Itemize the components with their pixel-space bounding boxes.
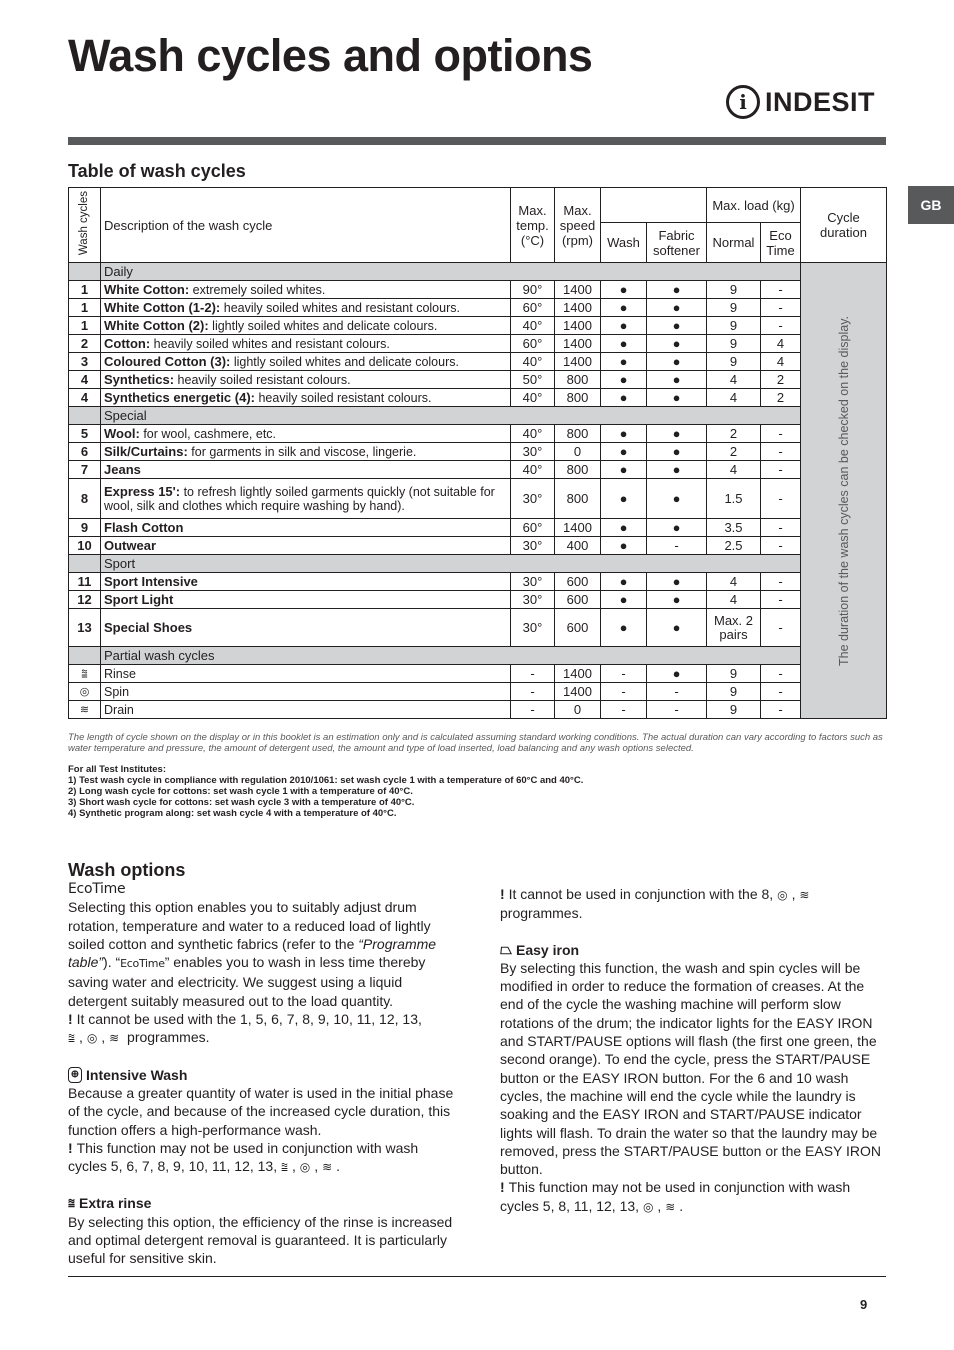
wash-value: ● (601, 537, 647, 555)
cycle-name: White Cotton: (104, 281, 190, 297)
table-row (69, 665, 887, 683)
detergents-header (601, 188, 707, 223)
wash-value: - (601, 701, 647, 719)
table-row (69, 609, 887, 647)
cycle-description (101, 537, 511, 555)
max-temp-value: 30° (511, 591, 555, 609)
cycle-detail: heavily soiled whites and resistant colours. (220, 300, 460, 315)
wash-value: ● (601, 281, 647, 299)
normal-load-value: 9 (707, 299, 761, 317)
cycle-name: White Cotton (1-2): (104, 299, 221, 315)
softener-value: ● (647, 479, 707, 519)
group-label: Partial wash cycles (101, 647, 801, 665)
cycle-number: 1 (69, 281, 101, 299)
cycle-name: Synthetics: (104, 371, 175, 387)
table-row (69, 537, 887, 555)
normal-load-header: Normal (707, 223, 761, 263)
eco-time-value: - (761, 519, 801, 537)
softener-value: - (647, 683, 707, 701)
wash-value: ● (601, 609, 647, 647)
eco-time-value: - (761, 701, 801, 719)
cycle-description (101, 353, 511, 371)
title-divider (68, 137, 886, 145)
max-speed-value: 1400 (555, 299, 601, 317)
eco-time-text: Selecting this option enables you to suitably adjust drum rotation, temperature and water to a reduced load of lightly soiled cotton and synthetic fabrics (refer to the “Programme table”). “EcoTime” enables you to wash in less time thereby saving water and electricity. We suggest using a liquid detergent suitably measured out to the load quantity. (68, 899, 437, 1009)
cycle-name: Express 15': (104, 483, 181, 499)
group-label: Daily (101, 263, 801, 281)
cycle-number: 4 (69, 389, 101, 407)
wash-value: ● (601, 389, 647, 407)
normal-load-value: 2 (707, 425, 761, 443)
cycle-description (101, 425, 511, 443)
max-temp-value: 60° (511, 299, 555, 317)
eco-time-value: - (761, 443, 801, 461)
cycle-description (101, 519, 511, 537)
max-temp-value: 40° (511, 389, 555, 407)
max-speed-value: 600 (555, 591, 601, 609)
cycle-description (101, 701, 511, 719)
cycle-description (101, 479, 511, 519)
table-row (69, 353, 887, 371)
softener-value: ● (647, 371, 707, 389)
cycle-name: Silk/Curtains: (104, 443, 188, 459)
normal-load-value: 2 (707, 443, 761, 461)
drain-icon: ≋ (799, 888, 810, 902)
table-row (69, 389, 887, 407)
extra-rinse-icon: ⩰ (68, 1196, 76, 1211)
max-speed-value: 0 (555, 443, 601, 461)
table-row (69, 591, 887, 609)
group-spacer (69, 647, 101, 665)
cycle-detail: for wool, cashmere, etc. (139, 426, 277, 441)
cycle-description (101, 389, 511, 407)
softener-value: ● (647, 281, 707, 299)
eco-time-value: 4 (761, 353, 801, 371)
table-title: Table of wash cycles (68, 161, 246, 181)
table-row (69, 519, 887, 537)
cycle-description (101, 371, 511, 389)
cycle-name: Flash Cotton (104, 519, 184, 535)
normal-load-value: Max. 2 pairs (707, 609, 761, 647)
drain-icon: ≋ (665, 1199, 676, 1214)
max-temp-value: 40° (511, 317, 555, 335)
wash-value: ● (601, 371, 647, 389)
max-speed-value: 800 (555, 425, 601, 443)
group-spacer (69, 407, 101, 425)
cycle-number: 5 (69, 425, 101, 443)
eco-time-value: 2 (761, 371, 801, 389)
normal-load-value: 4 (707, 591, 761, 609)
options-right-column (500, 885, 886, 1216)
max-temp-header: Max. temp. (°C) (511, 188, 555, 263)
wash-value: ● (601, 353, 647, 371)
max-temp-value: 30° (511, 443, 555, 461)
wash-value: ● (601, 519, 647, 537)
cycle-number: 12 (69, 591, 101, 609)
cycle-description (101, 683, 511, 701)
wash-cycles-table (68, 187, 887, 719)
max-speed-value: 800 (555, 389, 601, 407)
eco-time-value: - (761, 573, 801, 591)
softener-value: ● (647, 665, 707, 683)
wash-value: ● (601, 299, 647, 317)
normal-load-value: 1.5 (707, 479, 761, 519)
eco-time-value: - (761, 665, 801, 683)
softener-value: ● (647, 573, 707, 591)
easy-iron-heading: ⏢ Easy iron (500, 940, 580, 958)
max-speed-value: 1400 (555, 683, 601, 701)
intensive-wash-text: Because a greater quantity of water is used in the initial phase of the cycle, and because of the increased cycle duration, this function offers a high-performance wash. (68, 1084, 454, 1138)
cycle-number: 7 (69, 461, 101, 479)
cycle-detail: Rinse (104, 666, 136, 681)
cycle-description (101, 573, 511, 591)
eco-time-value: 2 (761, 389, 801, 407)
wash-value: - (601, 665, 647, 683)
normal-load-value: 4 (707, 461, 761, 479)
normal-load-value: 4 (707, 389, 761, 407)
table-row (69, 573, 887, 591)
indesit-logo (726, 85, 875, 119)
extra-rinse-heading: ⩰ Extra rinse (68, 1195, 152, 1212)
max-speed-value: 1400 (555, 335, 601, 353)
intensive-wash-heading: ⊕ Intensive Wash (68, 1066, 454, 1084)
max-temp-value: 40° (511, 461, 555, 479)
eco-time-value: - (761, 461, 801, 479)
softener-value: ● (647, 443, 707, 461)
spin-icon: ◎ (299, 1160, 311, 1175)
cycle-number: 2 (69, 335, 101, 353)
max-speed-header: Max. speed (rpm) (555, 188, 601, 263)
spin-icon: ◎ (642, 1199, 654, 1214)
cycle-number: 6 (69, 443, 101, 461)
normal-load-value: 2.5 (707, 537, 761, 555)
wash-value: ● (601, 479, 647, 519)
normal-load-value: 9 (707, 281, 761, 299)
brand-name: INDESIT (765, 86, 876, 117)
cycle-detail: Drain (104, 702, 134, 717)
group-row (69, 555, 887, 573)
cycle-description (101, 591, 511, 609)
iron-icon: ⏢ (500, 940, 513, 958)
institutes-line: 1) Test wash cycle in compliance with regulation 2010/1061: set wash cycle 1 with a temperature of 60°C and 40°C. (68, 775, 584, 786)
cycle-description (101, 665, 511, 683)
max-temp-value: - (511, 665, 555, 683)
max-temp-value: 30° (511, 609, 555, 647)
wash-cycles-header: Wash cycles (69, 188, 101, 263)
eco-time-value: 4 (761, 335, 801, 353)
softener-value: - (647, 701, 707, 719)
wash-value: ● (601, 317, 647, 335)
table-row (69, 281, 887, 299)
cycle-detail: heavily soiled whites and resistant colours. (150, 336, 390, 351)
max-temp-value: 30° (511, 573, 555, 591)
cycle-name: Outwear (104, 537, 157, 553)
table-row (69, 335, 887, 353)
page-title: Wash cycles and options (68, 30, 593, 81)
table-row (69, 425, 887, 443)
normal-load-value: 4 (707, 371, 761, 389)
table-row (69, 701, 887, 719)
table-row (69, 443, 887, 461)
max-speed-value: 800 (555, 479, 601, 519)
softener-value: ● (647, 461, 707, 479)
cycle-detail: extremely soiled whites. (189, 282, 326, 297)
drain-icon: ≋ (109, 1031, 120, 1046)
normal-load-value: 9 (707, 665, 761, 683)
logo-i-icon: i (726, 85, 760, 119)
wash-value: ● (601, 443, 647, 461)
eco-time-header: Eco Time (761, 223, 801, 263)
table-row (69, 461, 887, 479)
cycle-name: Wool: (104, 425, 140, 441)
eco-time-value: - (761, 683, 801, 701)
cycle-description (101, 609, 511, 647)
group-spacer (69, 555, 101, 573)
normal-load-value: 3.5 (707, 519, 761, 537)
cycle-detail: Spin (104, 684, 130, 699)
language-tab: GB (908, 186, 954, 224)
spin-icon: ◎ (777, 888, 788, 902)
wash-value: ● (601, 425, 647, 443)
cycle-name: Coloured Cotton (3): (104, 353, 231, 369)
cycle-description (101, 335, 511, 353)
wash-value: ● (601, 461, 647, 479)
normal-load-value: 9 (707, 353, 761, 371)
normal-load-value: 9 (707, 701, 761, 719)
spin-icon: ◎ (79, 685, 90, 698)
max-temp-value: 90° (511, 281, 555, 299)
cycle-name: Jeans (104, 461, 141, 477)
wash-options-title: Wash options (68, 860, 186, 880)
normal-load-value: 9 (707, 683, 761, 701)
cycle-number: 10 (69, 537, 101, 555)
softener-value: ● (647, 389, 707, 407)
cycle-description (101, 281, 511, 299)
group-spacer (69, 263, 101, 281)
wash-value: ● (601, 573, 647, 591)
cycle-number: 13 (69, 609, 101, 647)
max-temp-value: 40° (511, 353, 555, 371)
softener-value: ● (647, 519, 707, 537)
cycle-number: 9 (69, 519, 101, 537)
cycle-duration-header: Cycle duration (801, 188, 887, 263)
max-speed-value: 1400 (555, 665, 601, 683)
test-institutes (68, 764, 583, 819)
eco-time-value: - (761, 609, 801, 647)
drain-icon: ≋ (79, 703, 90, 716)
table-row (69, 371, 887, 389)
duration-note-vertical: The duration of the wash cycles can be checked on the display. (836, 315, 851, 666)
group-label: Special (101, 407, 801, 425)
cycle-description (101, 443, 511, 461)
cycle-duration-cell (801, 263, 887, 719)
table-row (69, 479, 887, 519)
institutes-line: 2) Long wash cycle for cottons: set wash cycle 1 with a temperature of 40°C. (68, 786, 413, 797)
eco-time-value: - (761, 281, 801, 299)
cycle-number: 1 (69, 317, 101, 335)
cycle-name: Synthetics energetic (4): (104, 389, 255, 405)
normal-load-value: 4 (707, 573, 761, 591)
cycle-name: White Cotton (2): (104, 317, 209, 333)
description-header: Description of the wash cycle (101, 188, 511, 263)
eco-time-label: EcoTime (68, 881, 126, 897)
cycle-description (101, 299, 511, 317)
max-speed-value: 1400 (555, 317, 601, 335)
rinse-icon: ⩰ (280, 1160, 289, 1175)
eco-time-value: - (761, 317, 801, 335)
max-speed-value: 600 (555, 573, 601, 591)
cycle-name: Sport Intensive (104, 573, 198, 589)
institutes-line: 3) Short wash cycle for cottons: set wash cycle 3 with a temperature of 40°C. (68, 797, 415, 808)
institutes-heading: For all Test Institutes: (68, 764, 167, 775)
softener-value: - (647, 537, 707, 555)
table-row (69, 317, 887, 335)
cycle-detail: for garments in silk and viscose, lingerie. (187, 444, 417, 459)
wash-value: - (601, 683, 647, 701)
softener-value: ● (647, 353, 707, 371)
wash-value: ● (601, 335, 647, 353)
cycle-number: 8 (69, 479, 101, 519)
cycle-icon-cell (69, 683, 101, 701)
cycle-name: Sport Light (104, 591, 174, 607)
cycle-number: 4 (69, 371, 101, 389)
softener-value: ● (647, 317, 707, 335)
softener-value: ● (647, 335, 707, 353)
softener-value: ● (647, 609, 707, 647)
softener-value: ● (647, 425, 707, 443)
wash-header: Wash (601, 223, 647, 263)
max-speed-value: 1400 (555, 281, 601, 299)
cycle-number: 11 (69, 573, 101, 591)
extra-rinse-text: By selecting this option, the efficiency of the rinse is increased and optimal detergent removal is guaranteed. It is particularly useful for sensitive skin. (68, 1213, 453, 1267)
spin-icon: ◎ (86, 1031, 98, 1046)
intensive-wash-icon: ⊕ (68, 1067, 82, 1083)
group-row (69, 647, 887, 665)
max-speed-value: 800 (555, 371, 601, 389)
eco-time-value: - (761, 299, 801, 317)
max-speed-value: 1400 (555, 519, 601, 537)
cycle-detail: lightly soiled whites and delicate colours. (230, 354, 459, 369)
max-speed-value: 0 (555, 701, 601, 719)
cycle-description (101, 461, 511, 479)
cycle-number: 3 (69, 353, 101, 371)
cycle-icon-cell (69, 665, 101, 683)
cycle-description (101, 317, 511, 335)
max-temp-value: 40° (511, 425, 555, 443)
eco-time-value: - (761, 537, 801, 555)
cycle-detail: heavily soiled resistant colours. (174, 372, 351, 387)
max-speed-value: 400 (555, 537, 601, 555)
institutes-line: 4) Synthetic program along: set wash cycle 4 with a temperature of 40°C. (68, 808, 397, 819)
softener-value: ● (647, 299, 707, 317)
drain-icon: ≋ (322, 1160, 333, 1175)
rinse-icon: ⩰ (68, 1031, 76, 1046)
group-row (69, 407, 887, 425)
max-temp-value: 50° (511, 371, 555, 389)
max-temp-value: 60° (511, 335, 555, 353)
wash-value: ● (601, 591, 647, 609)
max-temp-value: 60° (511, 519, 555, 537)
eco-time-value: - (761, 425, 801, 443)
normal-load-value: 9 (707, 317, 761, 335)
cycle-name: Cotton: (104, 335, 151, 351)
softener-value: ● (647, 591, 707, 609)
max-speed-value: 1400 (555, 353, 601, 371)
cycle-detail: heavily soiled resistant colours. (255, 390, 432, 405)
table-row (69, 683, 887, 701)
eco-time-value: - (761, 479, 801, 519)
cycle-number: 1 (69, 299, 101, 317)
eco-time-warning: ! It cannot be used with the 1, 5, 6, 7, 8, 9, 10, 11, 12, 13, ⩰ , ◎ , ≋ programmes. (68, 1010, 454, 1048)
page-number: 9 (860, 1297, 868, 1312)
max-load-header: Max. load (kg) (707, 188, 801, 223)
max-temp-value: 30° (511, 537, 555, 555)
footer-divider (68, 1276, 886, 1277)
max-speed-value: 800 (555, 461, 601, 479)
cycle-icon-cell (69, 701, 101, 719)
eco-time-warning-cont: ! It cannot be used in conjunction with the 8, ◎ , ≋ programmes. (500, 886, 810, 922)
normal-load-value: 9 (707, 335, 761, 353)
easy-iron-text: By selecting this function, the wash and spin cycles will be modified in order to reduce the formation of creases. At the end of the cycle the washing machine will perform slow rotations of the drum; the indicator lights for the EASY IRON and START/PAUSE options will flash (the first one green, the second orange). To end the cycle, press the START/PAUSE button or the EASY IRON button. For the 6 and 10 wash cycles, the machine will end the cycle while the laundry is soaking and the EASY IRON and START/PAUSE indicator lights will flash. To drain the water so that the laundry may be removed, press the START/PAUSE button or the EASY IRON button. (500, 959, 882, 1178)
easy-iron-warning: ! This function may not be used in conjunction with wash cycles 5, 8, 11, 12, 13, ◎ , ≋ . (500, 1178, 886, 1216)
table-row (69, 299, 887, 317)
fabric-softener-header: Fabric softener (647, 223, 707, 263)
cycle-detail: to refresh lightly soiled garments quickly (not suitable for wool, silk and clothes which require washing by hand). (104, 484, 495, 513)
options-left-column (68, 880, 454, 1268)
cycle-detail: lightly soiled whites and delicate colours. (208, 318, 438, 333)
eco-time-value: - (761, 591, 801, 609)
max-temp-value: 30° (511, 479, 555, 519)
rinse-icon: ⩰ (81, 667, 88, 680)
max-temp-value: - (511, 701, 555, 719)
group-label: Sport (101, 555, 801, 573)
cycle-name: Special Shoes (104, 619, 193, 635)
intensive-wash-warning: ! This function may not be used in conjunction with wash cycles 5, 6, 7, 8, 9, 10, 11, 12, 13, ⩰ , ◎ , ≋ . (68, 1139, 454, 1177)
max-speed-value: 600 (555, 609, 601, 647)
duration-note: The length of cycle shown on the display or in this booklet is an estimation only and is calculated assuming standard working conditions. The actual duration can vary according to factors such as water temperature and pressure, the amount of detergent used, the amount and type of load inserted, load balancing and any wash options selected. (68, 732, 883, 754)
max-temp-value: - (511, 683, 555, 701)
group-row (69, 263, 887, 281)
